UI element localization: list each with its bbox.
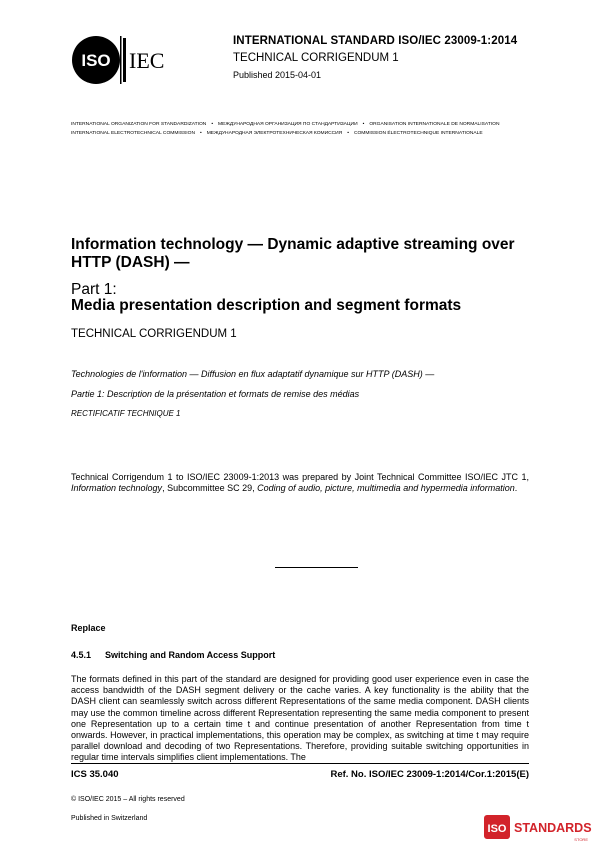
- copyright: © ISO/IEC 2015 – All rights reserved: [71, 796, 185, 803]
- bullet: •: [362, 122, 365, 127]
- iso-standards-store-logo[interactable]: [484, 813, 592, 843]
- separator-rule: [275, 567, 358, 568]
- store-sub-text: STORE: [574, 837, 588, 842]
- org-row-1: [71, 122, 499, 127]
- standard-title: INTERNATIONAL STANDARD ISO/IEC 23009-1:2014: [233, 35, 518, 47]
- french-rectificatif: RECTIFICATIF TECHNIQUE 1: [71, 409, 181, 418]
- ics-code: ICS 35.040: [71, 769, 119, 780]
- french-part: Partie 1: Description de la présentation et formats de remise des médias: [71, 389, 360, 399]
- store-standards-text: STANDARDS: [514, 821, 592, 835]
- part-number: Part 1:: [71, 281, 117, 298]
- footer-rule: [71, 763, 529, 764]
- org-name: ORGANISATION INTERNATIONALE DE NORMALISATION: [369, 122, 500, 127]
- document-title: Information technology — Dynamic adaptive streaming over HTTP (DASH) —: [71, 236, 515, 271]
- org-name: COMMISSION ÉLECTROTECHNIQUE INTERNATIONALE: [353, 131, 483, 136]
- french-title: Technologies de l'information — Diffusion en flux adaptatif dynamique sur HTTP (DASH) —: [71, 369, 435, 379]
- iso-iec-logo: [71, 35, 167, 85]
- bullet: •: [211, 122, 214, 127]
- logo-iec-text: IEC: [129, 48, 165, 73]
- section-body: The formats defined in this part of the standard are designed for providing good user experience even in case the access bandwidth of the DASH segment delivery or the cache varies. A key functionality is the ability that the DASH client can seamlessly switch across different Representations of the same media component. DASH clients may use the common timeline across different Representation representing the same media component to present one Representation up to a certain time t and continue presentation of another Representation from time t onwards. However, in practical implementations, this operation may be complex, as switching at time t may require parallel download and decoding of two Representations. Therefore, providing suitable switching opportunities in regular time intervals simplifies client implementations. The: [71, 674, 529, 763]
- logo-iso-text: ISO: [81, 51, 111, 70]
- section-heading: [71, 650, 275, 660]
- bullet: •: [200, 131, 202, 136]
- section-title: Switching and Random Access Support: [105, 650, 276, 660]
- intro-paragraph: Technical Corrigendum 1 to ISO/IEC 23009-1:2013 was prepared by Joint Technical Committee ISO/IEC JTC 1, Information technology, Subcommittee SC 29, Coding of audio, picture, multimedia and hypermedia information.: [71, 472, 529, 494]
- published-date: Published 2015-04-01: [233, 70, 322, 80]
- reference-number: Ref. No. ISO/IEC 23009-1:2014/Cor.1:2015(E): [330, 769, 529, 780]
- org-row-2: [71, 131, 483, 136]
- org-name: МЕЖДУНАРОДНАЯ ЭЛЕКТРОТЕХНИЧЕСКАЯ КОМИССИЯ: [206, 131, 343, 136]
- intro-italic: Information technology: [71, 483, 163, 494]
- bullet: •: [347, 131, 349, 136]
- intro-italic: Coding of audio, picture, multimedia and hypermedia information: [257, 483, 515, 494]
- replace-heading: Replace: [71, 623, 106, 633]
- store-iso-text: ISO: [487, 823, 507, 835]
- section-number: 4.5.1: [71, 650, 92, 660]
- published-in: Published in Switzerland: [71, 815, 148, 822]
- corrigendum-label: TECHNICAL CORRIGENDUM 1: [233, 52, 399, 64]
- org-name: МЕЖДУНАРОДНАЯ ОРГАНИЗАЦИЯ ПО СТАНДАРТИЗАЦИИ: [218, 122, 358, 127]
- technical-corrigendum: TECHNICAL CORRIGENDUM 1: [71, 328, 237, 340]
- org-name: INTERNATIONAL ORGANIZATION FOR STANDARDIZATION: [71, 122, 207, 127]
- part-title: Media presentation description and segment formats: [71, 297, 462, 314]
- org-name: INTERNATIONAL ELECTROTECHNICAL COMMISSION: [71, 131, 195, 136]
